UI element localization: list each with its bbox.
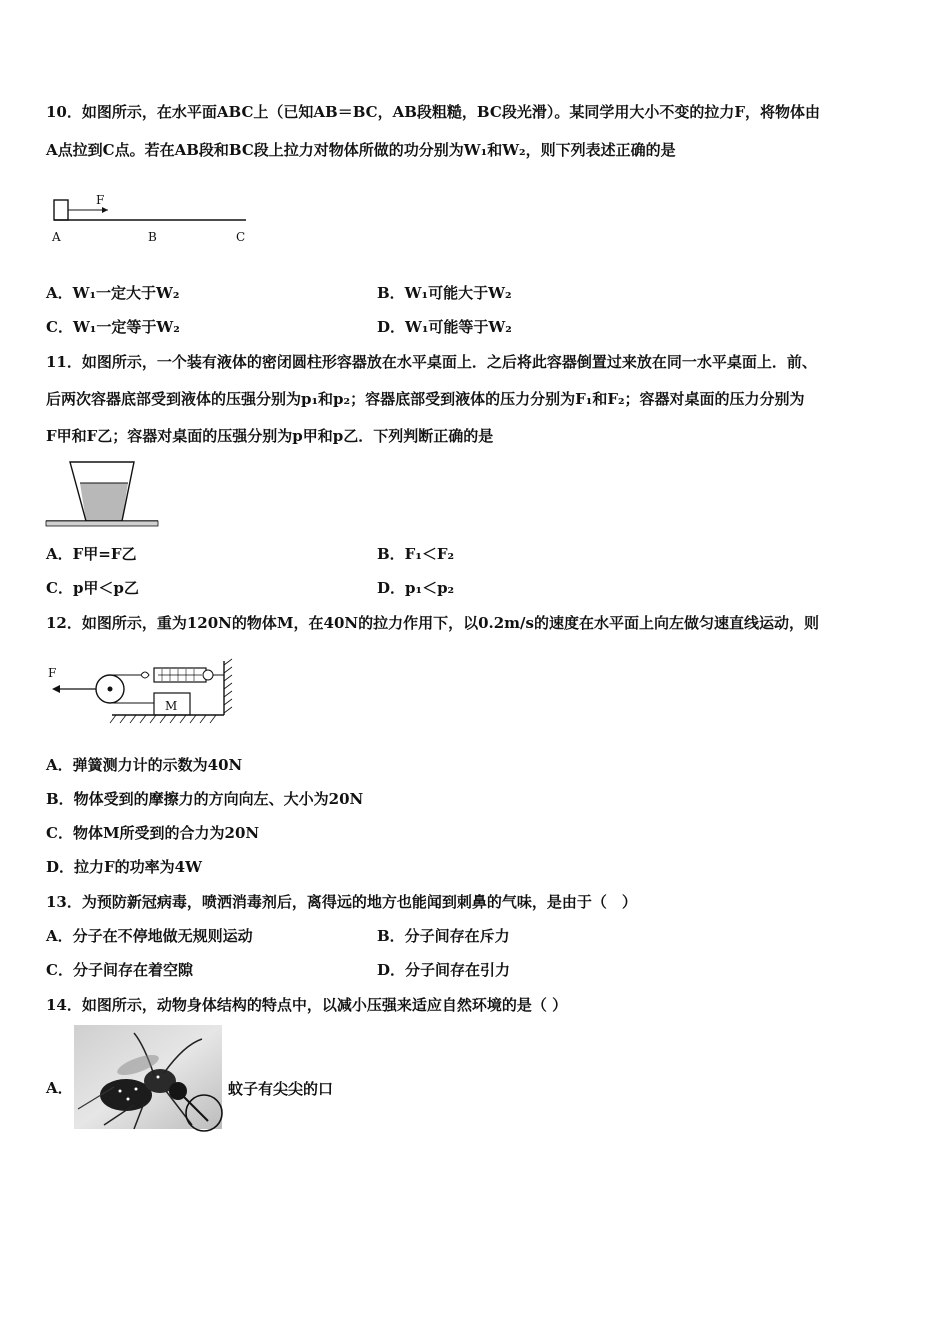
q11-table: [46, 521, 158, 526]
q11-option-c[interactable]: C．p甲＜p乙: [46, 579, 139, 597]
q10-label-b: B: [148, 230, 157, 244]
q12-option-a[interactable]: A．弹簧测力计的示数为40N: [46, 756, 243, 774]
q14-option-a-label[interactable]: A．: [46, 1079, 73, 1097]
q13-option-a[interactable]: A．分子在不停地做无规则运动: [46, 927, 253, 945]
q13-option-d[interactable]: D．分子间存在引力: [377, 961, 511, 979]
q10-stem-line1: 10．如图所示，在水平面ABC上（已知AB＝BC，AB段粗糙，BC段光滑）。某同学用大小不变的拉力F，将物体由: [46, 103, 820, 121]
q10-figure: [46, 188, 256, 248]
q13-option-c[interactable]: C．分子间存在着空隙: [46, 961, 193, 979]
q12-option-c[interactable]: C．物体M所受到的合力为20N: [46, 824, 260, 842]
q12-label-f: F: [48, 666, 57, 680]
q12-stem-line1: 12．如图所示，重为120N的物体M，在40N的拉力作用下，以0.2m/s的速度在水平面上向左做匀速直线运动，则: [46, 614, 819, 632]
q14-option-a-caption: 蚊子有尖尖的口: [228, 1080, 334, 1098]
q10-label-a: A: [52, 230, 61, 244]
q10-option-c[interactable]: C．W₁一定等于W₂: [46, 318, 180, 336]
q12-figure: [46, 655, 246, 735]
q10-block: [54, 200, 68, 220]
q11-option-b[interactable]: B．F₁＜F₂: [377, 545, 455, 563]
q10-option-d[interactable]: D．W₁可能等于W₂: [377, 318, 512, 336]
q11-option-d[interactable]: D．p₁＜p₂: [377, 579, 455, 597]
q11-figure: [46, 458, 161, 528]
q10-option-b[interactable]: B．W₁可能大于W₂: [377, 284, 512, 302]
q14-stem-line1: 14．如图所示，动物身体结构的特点中，以减小压强来适应自然环境的是（ ）: [46, 996, 568, 1014]
q11-liquid: [80, 483, 128, 521]
q11-stem-line3: F甲和F乙；容器对桌面的压强分别为p甲和p乙．下列判断正确的是: [46, 427, 494, 445]
q10-label-f: F: [96, 193, 105, 207]
q11-option-a[interactable]: A．F甲=F乙: [46, 545, 137, 563]
q10-label-c: C: [236, 230, 246, 244]
q11-stem-line2: 后两次容器底部受到液体的压强分别为p₁和p₂；容器底部受到液体的压力分别为F₁和F₂；容器对桌面的压力分别为: [46, 390, 805, 408]
q13-stem-line1: 13．为预防新冠病毒，喷洒消毒剂后，离得远的地方也能闻到刺鼻的气味，是由于（ ）: [46, 893, 637, 911]
q11-stem-line1: 11．如图所示，一个装有液体的密闭圆柱形容器放在水平桌面上．之后将此容器倒置过来放在同一水平桌面上．前、: [46, 353, 817, 371]
q12-label-m: M: [165, 699, 178, 713]
q12-spring-scale: [154, 668, 224, 682]
q13-option-b[interactable]: B．分子间存在斥力: [377, 927, 510, 945]
q10-stem-line2: A点拉到C点。若在AB段和BC段上拉力对物体所做的功分别为W₁和W₂，则下列表述正确的是: [46, 141, 676, 159]
q12-option-b[interactable]: B．物体受到的摩擦力的方向向左、大小为20N: [46, 790, 364, 808]
q10-option-a[interactable]: A．W₁一定大于W₂: [46, 284, 180, 302]
q14-mosquito-photo: [74, 1025, 224, 1133]
q12-option-d[interactable]: D．拉力F的功率为4W: [46, 858, 202, 876]
